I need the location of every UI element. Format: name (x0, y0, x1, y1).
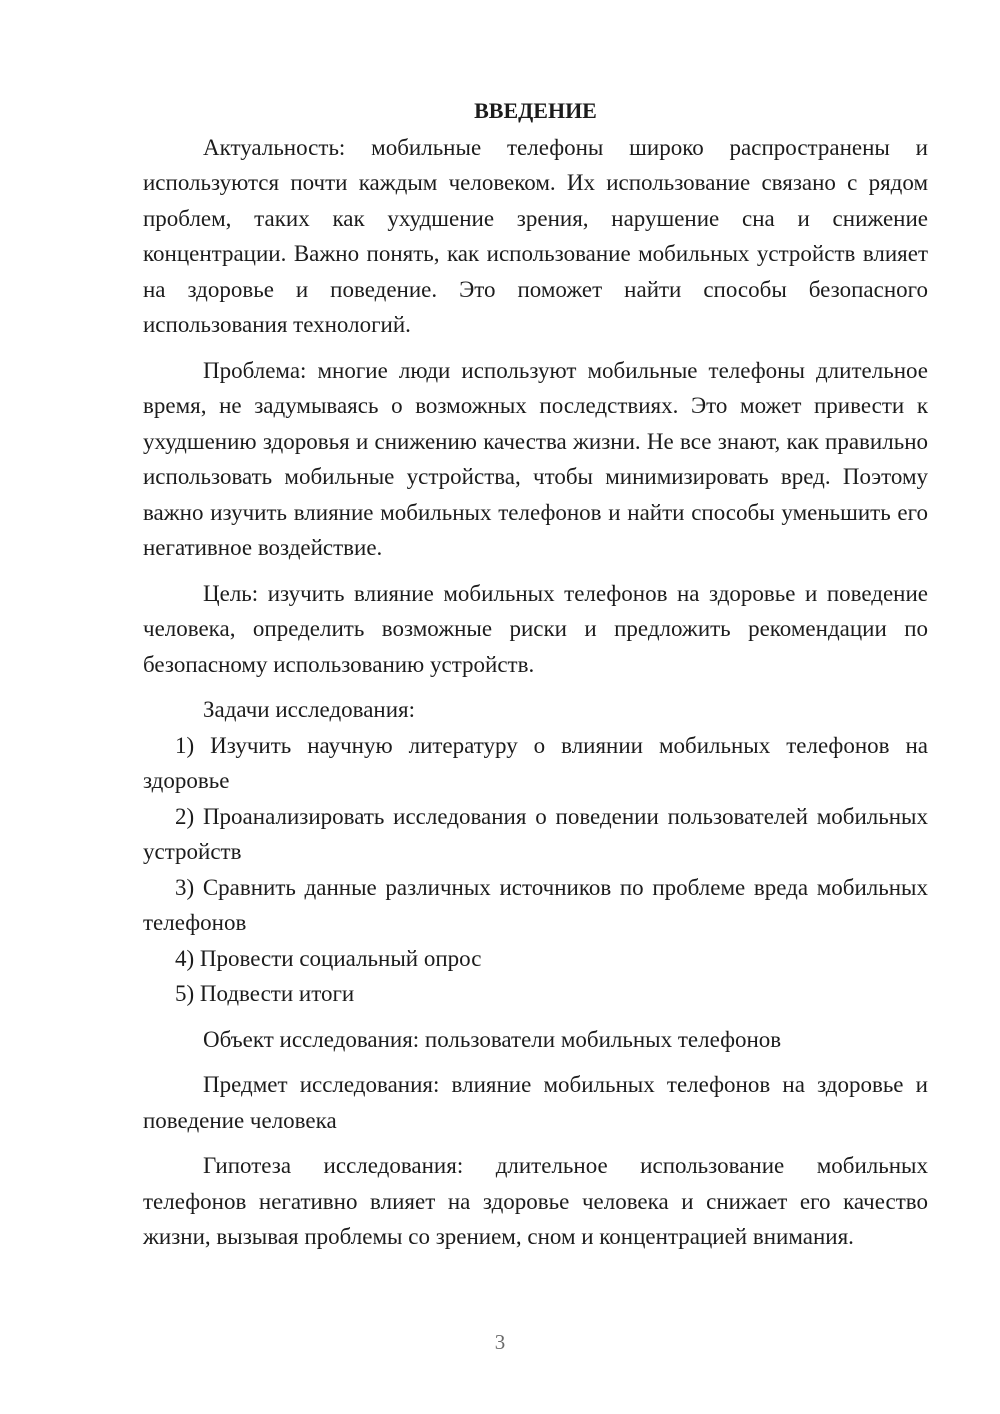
task-item-2: 2) Проанализировать исследования о поведении пользователей мобильных устройств (143, 803, 928, 864)
page-number: 3 (494, 1330, 506, 1354)
tasks-heading: Задачи исследования: (203, 697, 416, 722)
task-item-5: 5) Подвести итоги (175, 981, 355, 1006)
task-item-4: 4) Провести социальный опрос (175, 945, 482, 971)
subject-paragraph: Предмет исследования: влияние мобильных телефонов на здоровье и поведение человека (143, 1072, 928, 1133)
goal-paragraph: Цель: изучить влияние мобильных телефонов на здоровье и поведение человека, определить возможные риски и предложить рекомендации по безопасному использованию устройств. (143, 580, 928, 677)
relevance-paragraph: Актуальность: мобильные телефоны широко распространены и используются почти каждым человеком. Их использование связано с рядом проблем, таких как ухудшение зрения, нарушение сна и снижение концентрации. Важно понять, как использование мобильных устройств влияет на здоровье и поведение. Это поможет найти способы безопасного использования технологий. (143, 134, 928, 337)
task-item-1: 1) Изучить научную литературу о влиянии мобильных телефонов на здоровье (143, 732, 928, 793)
hypothesis-paragraph: Гипотеза исследования: длительное использование мобильных телефонов негативно влияет на здоровье человека и снижает его качество жизни, вызывая проблемы со зрением, сном и концентрацией внимания. (143, 1153, 928, 1249)
task-item-3: 3) Сравнить данные различных источников по проблеме вреда мобильных телефонов (143, 874, 928, 935)
section-title: ВВЕДЕНИЕ (474, 98, 597, 123)
object-paragraph: Объект исследования: пользователи мобильных телефонов (203, 1026, 782, 1052)
problem-paragraph: Проблема: многие люди используют мобильные телефоны длительное время, не задумываясь о возможных последствиях. Это может привести к ухудшению здоровья и снижению качества жизни. Не все знают, как правильно использовать мобильные устройства, чтобы минимизировать вред. Поэтому важно изучить влияние мобильных телефонов и найти способы уменьшить его негативное воздействие. (143, 357, 928, 560)
page-content (143, 93, 928, 1255)
